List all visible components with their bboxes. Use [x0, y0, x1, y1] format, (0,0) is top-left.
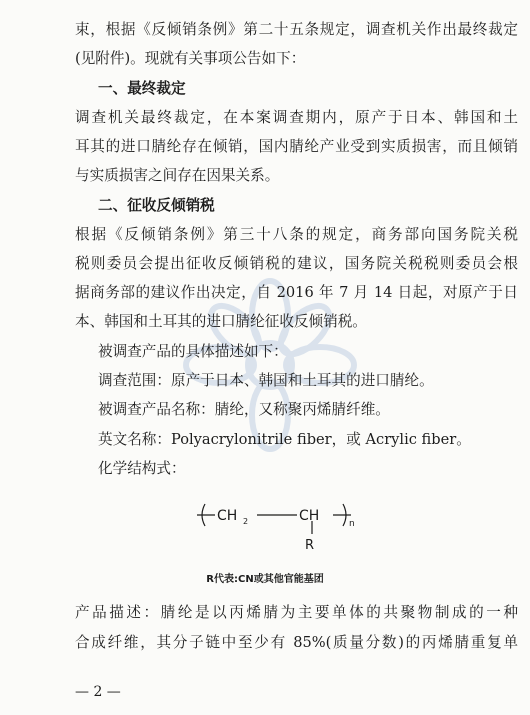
- formula-subscript: 2: [243, 517, 249, 526]
- text-line: 被调查产品的具体描述如下：: [98, 343, 288, 360]
- section-heading-final-ruling: 一、最终裁定: [98, 80, 186, 97]
- text-line: 耳其的进口腈纶存在倾销，国内腈纶产业受到实质损害，而且倾销: [75, 138, 518, 155]
- text-line: 英文名称：Polyacrylonitrile fiber，或 Acrylic fiber。: [98, 431, 471, 448]
- text-line: 根据《反倾销条例》第三十八条的规定，商务部向国务院关税: [75, 226, 518, 243]
- section-heading-duty: 二、征收反倾销税: [98, 197, 215, 214]
- text-line: (见附件)。现就有关事项公告如下：: [75, 50, 306, 67]
- chemical-structure-formula: [195, 498, 365, 554]
- text-line: 产品描述：腈纶是以丙烯腈为主要单体的共聚物制成的一种: [75, 604, 518, 621]
- text-line: 本、韩国和土耳其的进口腈纶征收反倾销税。: [75, 313, 367, 330]
- text-line: 化学结构式：: [98, 460, 186, 477]
- text-line: 税则委员会提出征收反倾销税的建议，国务院关税税则委员会根: [75, 255, 518, 272]
- formula-left-group: CH: [217, 508, 238, 524]
- formula-repeat-n: n: [349, 519, 355, 529]
- formula-r-group: R: [305, 538, 315, 553]
- page-number: — 2 —: [75, 684, 121, 700]
- text-line: 合成纤维，其分子链中至少有 85%(质量分数)的丙烯腈重复单: [75, 634, 518, 651]
- text-line: 据商务部的建议作出决定，自 2016 年 7 月 14 日起，对原产于日: [75, 284, 518, 301]
- text-line: 调查机关最终裁定，在本案调查期内，原产于日本、韩国和土: [75, 109, 518, 126]
- formula-right-group: CH: [299, 508, 320, 524]
- text-line: 与实质损害之间存在因果关系。: [75, 167, 280, 184]
- text-line: 被调查产品名称：腈纶，又称聚丙烯腈纤维。: [98, 401, 390, 418]
- formula-caption: R代表:CN或其他官能基团: [206, 574, 324, 585]
- text-line: 调查范围：原产于日本、韩国和土耳其的进口腈纶。: [98, 372, 434, 389]
- text-line: 束，根据《反倾销条例》第二十五条规定，调查机关作出最终裁定: [75, 21, 518, 38]
